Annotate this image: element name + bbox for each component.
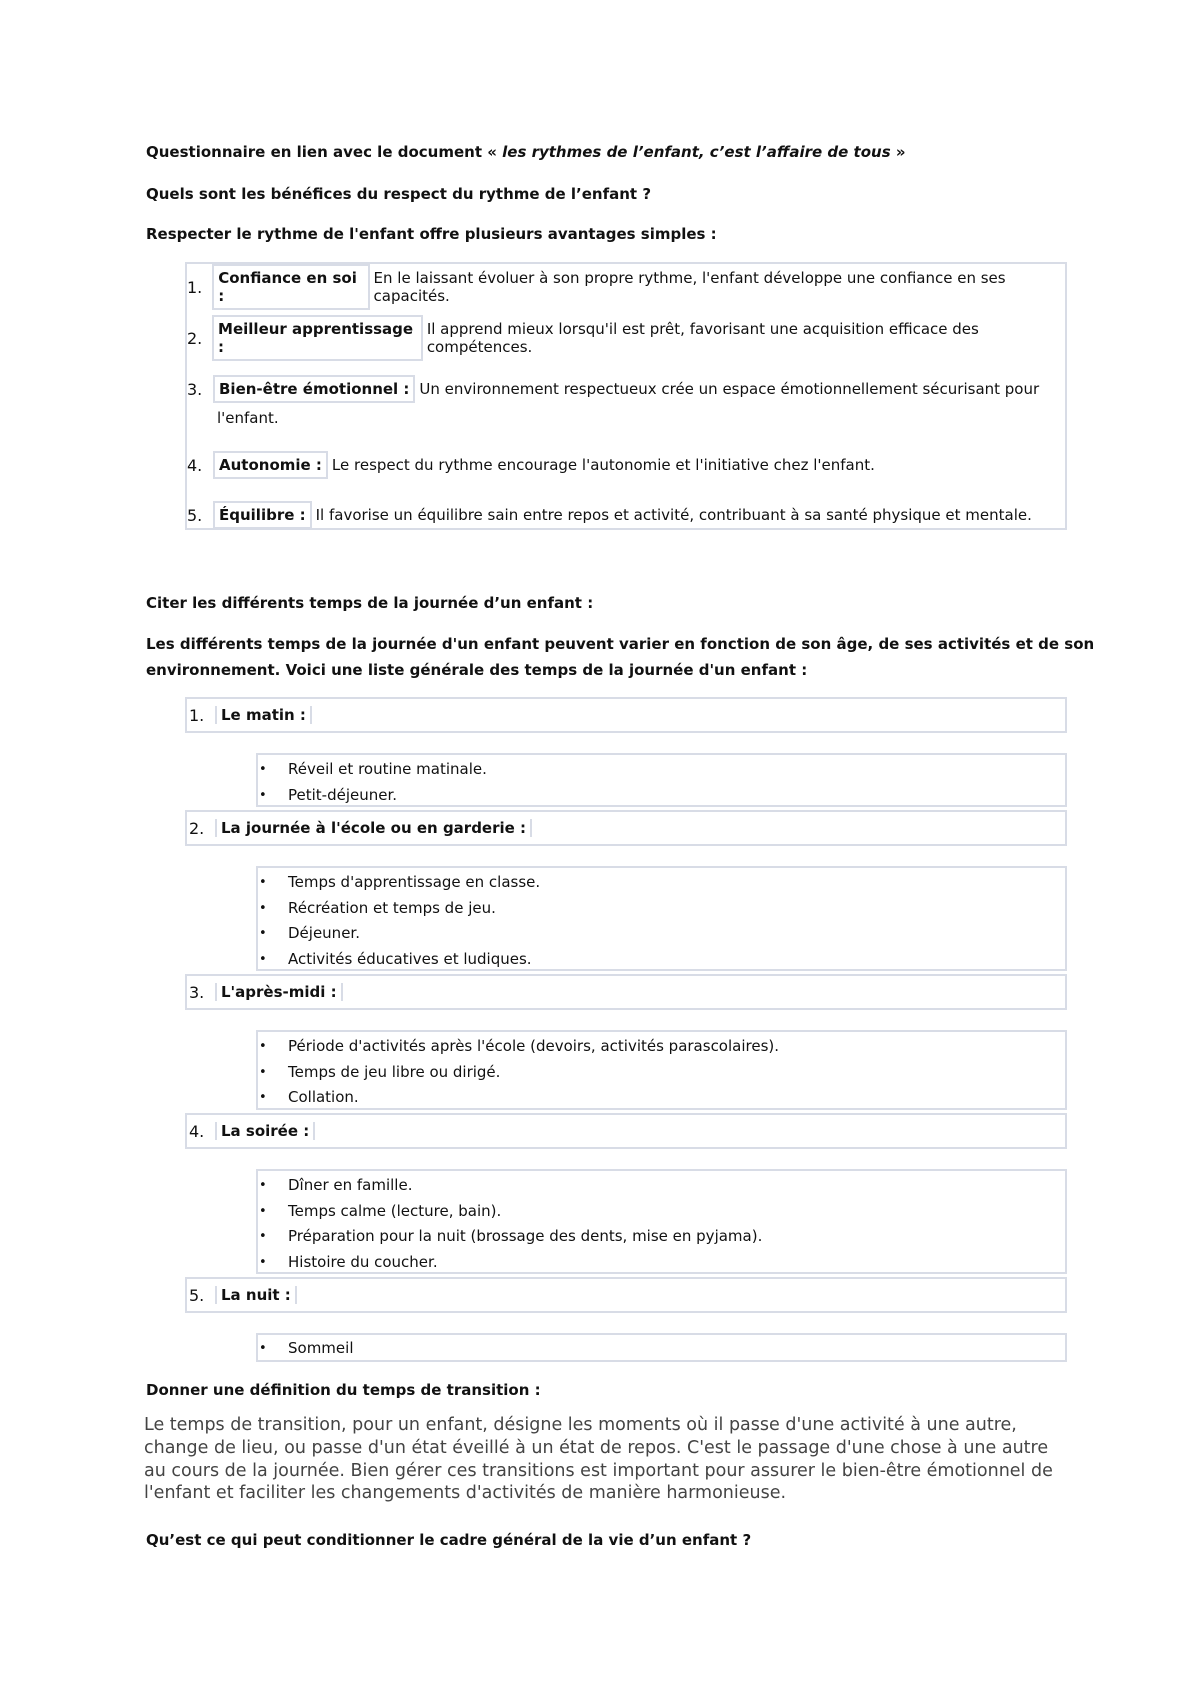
section-label: Le matin : — [215, 706, 312, 724]
question-transition: Donner une définition du temps de transition : — [146, 1381, 541, 1399]
section-label: La soirée : — [215, 1122, 315, 1140]
item-number: 1. — [187, 277, 203, 297]
list-item: • Temps calme (lecture, bain). — [258, 1199, 1065, 1225]
list-item: • Dîner en famille. — [258, 1173, 1065, 1199]
benefit-text: Un environnement respectueux crée un espace émotionnellement sécurisant pour — [419, 380, 1040, 398]
benefit-label: Équilibre : — [213, 501, 312, 529]
section-heading — [185, 974, 1067, 1010]
title-document-name: les rythmes de l’enfant, c’est l’affaire de tous — [502, 143, 891, 161]
title-prefix: Questionnaire en lien avec le document « — [146, 143, 503, 161]
benefit-item — [187, 375, 1039, 403]
section-number: 3. — [189, 982, 205, 1002]
document-title — [146, 143, 906, 161]
section-label: L'après-midi : — [215, 983, 343, 1001]
day-times-intro-line2: environnement. Voici une liste générale des temps de la journée d'un enfant : — [146, 661, 808, 679]
section-heading — [185, 1277, 1067, 1313]
list-item: • Temps de jeu libre ou dirigé. — [258, 1060, 1065, 1086]
list-item: • Collation. — [258, 1085, 1065, 1111]
list-item: • Sommeil — [258, 1336, 1065, 1362]
list-item: • Déjeuner. — [258, 921, 1065, 947]
benefit-text: En le laissant évoluer à son propre rythme, l'enfant développe une confiance en ses capacités. — [373, 269, 1006, 305]
list-item: • Réveil et routine matinale. — [258, 757, 1065, 783]
section-heading — [185, 810, 1067, 846]
benefit-item — [187, 320, 1065, 356]
list-item: • Histoire du coucher. — [258, 1250, 1065, 1276]
benefit-text: Il favorise un équilibre sain entre repos et activité, contribuant à sa santé physique et mentale. — [315, 506, 1032, 524]
benefit-label: Confiance en soi : — [212, 264, 369, 310]
section-bullet-list — [256, 753, 1067, 807]
question-day-times: Citer les différents temps de la journée d’un enfant : — [146, 594, 594, 612]
question-benefits: Quels sont les bénéfices du respect du rythme de l’enfant ? — [146, 185, 652, 203]
list-item: • Petit-déjeuner. — [258, 783, 1065, 809]
section-bullet-list — [256, 1169, 1067, 1274]
list-item: • Préparation pour la nuit (brossage des dents, mise en pyjama). — [258, 1224, 1065, 1250]
section-heading — [185, 1113, 1067, 1149]
item-number: 2. — [187, 328, 203, 348]
list-item: • Récréation et temps de jeu. — [258, 896, 1065, 922]
section-number: 5. — [189, 1285, 205, 1305]
benefits-intro: Respecter le rythme de l'enfant offre plusieurs avantages simples : — [146, 225, 717, 243]
section-label: La nuit : — [215, 1286, 297, 1304]
section-bullet-list — [256, 866, 1067, 971]
question-life-frame: Qu’est ce qui peut conditionner le cadre général de la vie d’un enfant ? — [146, 1531, 752, 1549]
benefit-text: Il apprend mieux lorsqu'il est prêt, favorisant une acquisition efficace des compétences. — [426, 320, 979, 356]
benefit-item — [187, 451, 875, 479]
day-times-intro-line1: Les différents temps de la journée d'un enfant peuvent varier en fonction de son âge, de ses activités et de son — [146, 635, 1095, 653]
section-number: 1. — [189, 705, 205, 725]
item-number: 4. — [187, 455, 203, 475]
item-number: 3. — [187, 379, 203, 399]
list-item: • Temps d'apprentissage en classe. — [258, 870, 1065, 896]
benefits-list — [185, 262, 1067, 530]
section-heading — [185, 697, 1067, 733]
benefit-item — [187, 269, 1065, 305]
list-item: • Activités éducatives et ludiques. — [258, 947, 1065, 973]
title-suffix: » — [890, 143, 906, 161]
benefit-label: Autonomie : — [213, 451, 328, 479]
item-number: 5. — [187, 505, 203, 525]
transition-definition: Le temps de transition, pour un enfant, désigne les moments où il passe d'une activité à une autre, change de lieu, ou passe d'un état éveillé à un état de repos. C'est le passage d'une chose à une autre au cours de la journée. Bien gérer ces transitions est important pour assurer le bien-être émotionnel de l'enfant et faciliter les changements d'activités de manière harmonieuse. — [144, 1415, 1053, 1504]
section-label: La journée à l'école ou en garderie : — [215, 819, 532, 837]
benefit-item — [187, 501, 1032, 529]
benefit-text-continued: l'enfant. — [217, 409, 279, 427]
section-number: 4. — [189, 1121, 205, 1141]
section-bullet-list — [256, 1333, 1067, 1362]
benefit-label: Meilleur apprentissage : — [212, 315, 423, 361]
list-item: • Période d'activités après l'école (devoirs, activités parascolaires). — [258, 1034, 1065, 1060]
benefit-text: Le respect du rythme encourage l'autonomie et l'initiative chez l'enfant. — [331, 456, 875, 474]
section-number: 2. — [189, 818, 205, 838]
benefit-label: Bien-être émotionnel : — [213, 375, 415, 403]
section-bullet-list — [256, 1030, 1067, 1110]
